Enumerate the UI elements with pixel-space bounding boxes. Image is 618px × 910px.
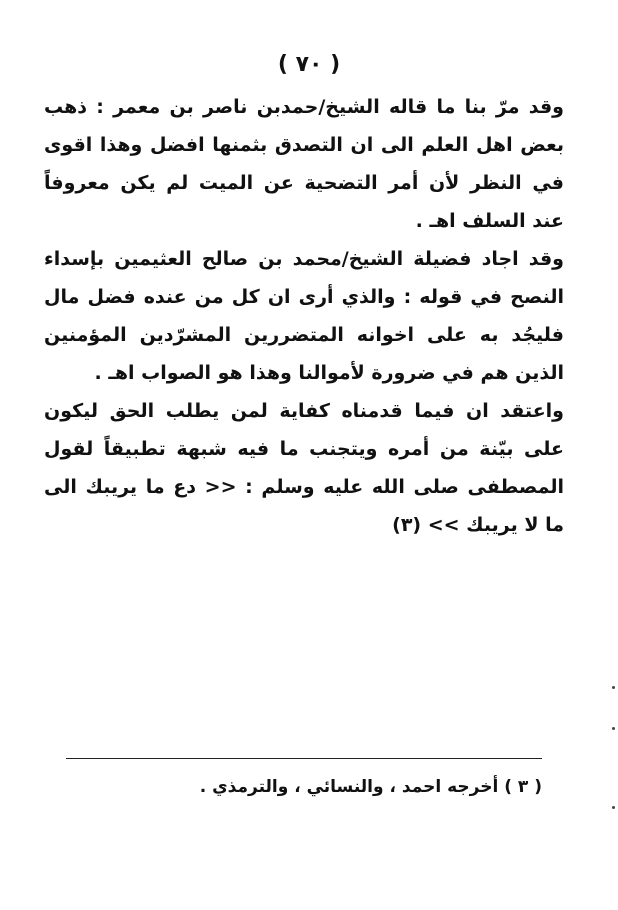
paragraph-2: وقد اجاد فضيلة الشيخ/محمد بن صالح العثيمين بإسداء النصح في قوله : والذي أرى ان كل من عنده فضل مال فليجُد به على اخوانه المتضررين المشرّدين المؤمنين الذين هم في ضرورة لأموالنا وهذا هو الصواب اهـ . [44, 248, 564, 384]
page-number: ( ٧٠ ) [277, 52, 341, 77]
scan-speck [612, 806, 615, 809]
scan-speck [612, 727, 615, 730]
footnote: ( ٣ ) أخرجه احمد ، والنسائي ، والترمذي . [199, 777, 542, 797]
footnote-divider [66, 758, 542, 759]
scan-speck [612, 686, 615, 689]
paragraph-1: وقد مرّ بنا ما قاله الشيخ/حمدبن ناصر بن معمر : ذهب بعض اهل العلم الى ان التصدق بثمنها افضل وهذا اقوى في النظر لأن أمر التضحية عن الميت لم يكن معروفاً عند السلف اهـ . [44, 96, 564, 232]
paragraph-3: واعتقد ان فيما قدمناه كفاية لمن يطلب الحق ليكون على بيّنة من أمره ويتجنب ما فيه شبهة تطبيقاً لقول المصطفى صلى الله عليه وسلم : << دع ما يريبك الى ما لا يريبك >> (٣) [44, 400, 564, 536]
body-text [44, 88, 564, 544]
